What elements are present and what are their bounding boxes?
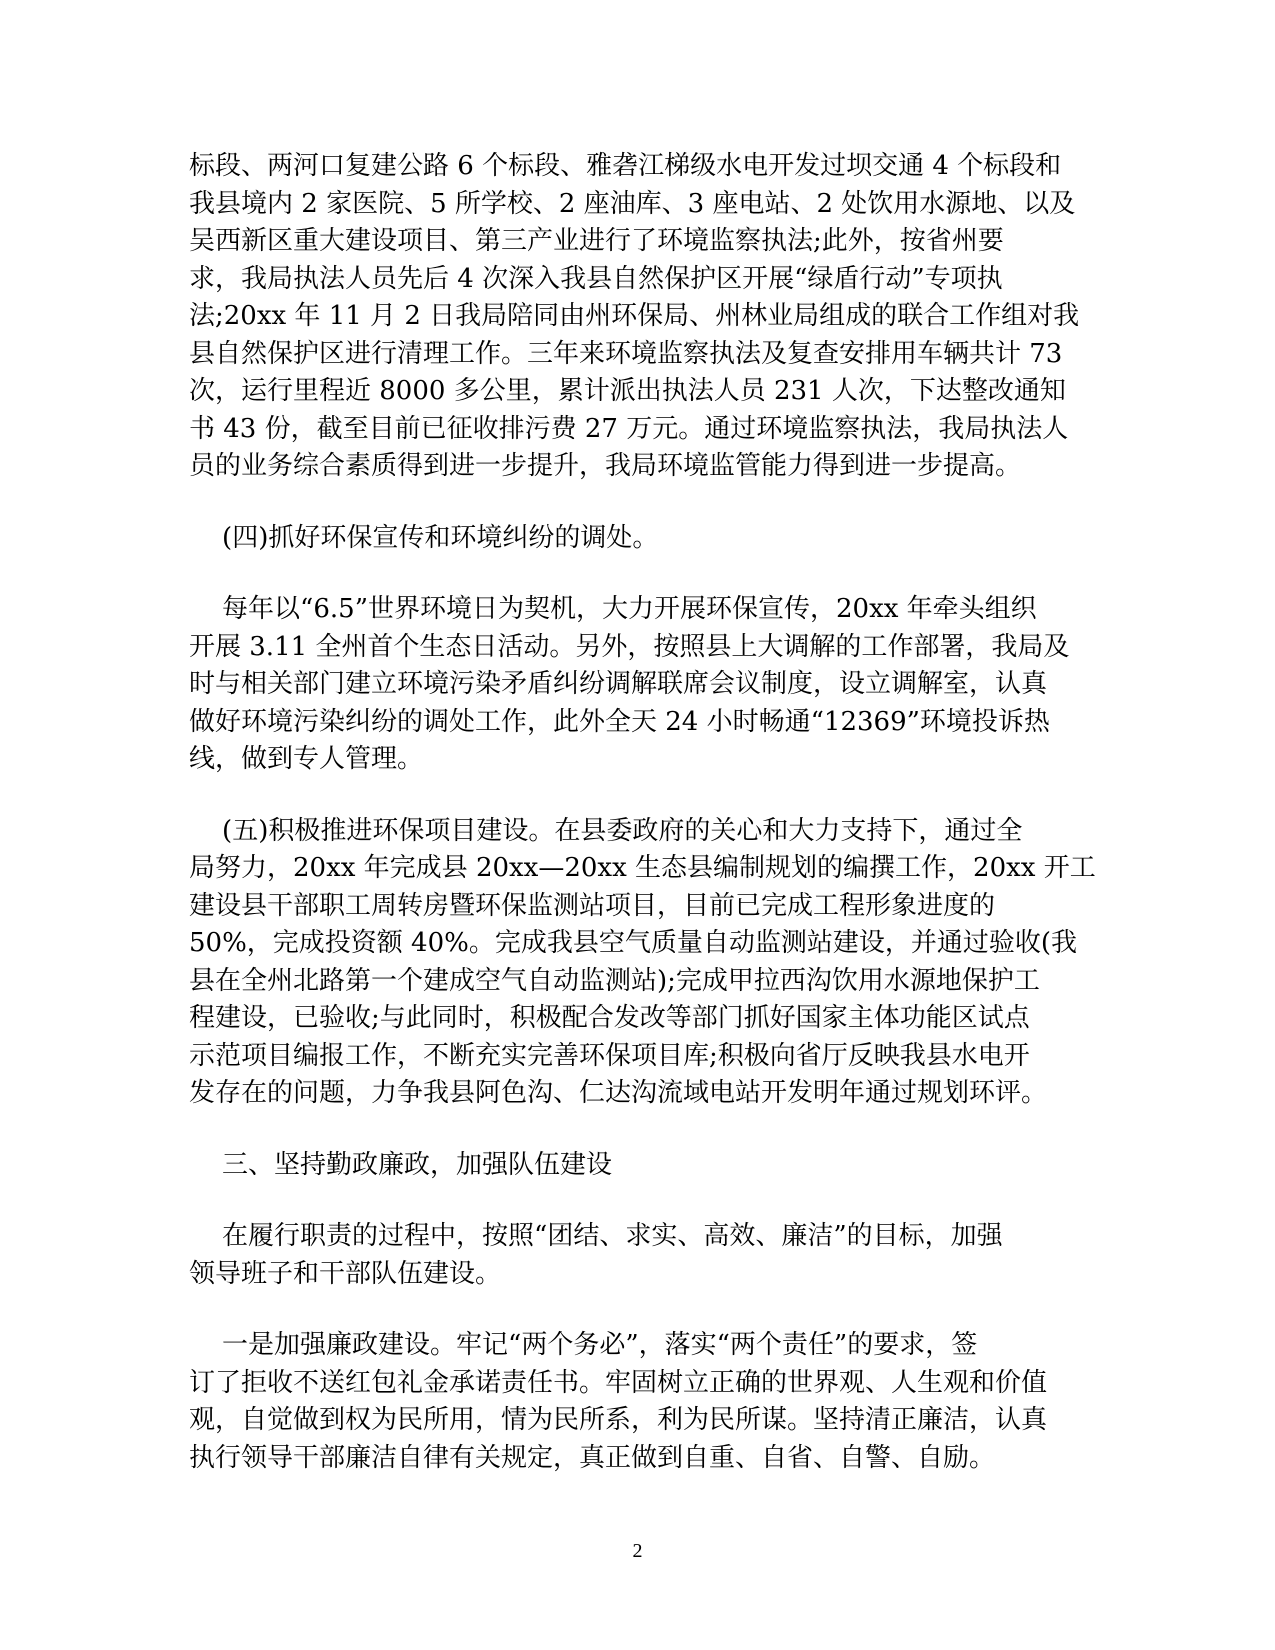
page-number: 2 <box>632 1540 643 1562</box>
document-body <box>189 148 1096 1511</box>
section-heading-integrity <box>189 1147 1089 1185</box>
text-line: 执行领导干部廉洁自律有关规定，真正做到自重、自省、自警、自励。 <box>189 1442 996 1473</box>
text-line: 示范项目编报工作，不断充实完善环保项目库;积极向省厅反映我县水电开 <box>189 1040 1030 1071</box>
text-line: (五)积极推进环保项目建设。在县委政府的关心和大力支持下，通过全 <box>189 815 1023 846</box>
text-line: 程建设，已验收;与此同时，积极配合发改等部门抓好国家主体功能区试点 <box>189 1003 1030 1033</box>
text-line: 员的业务综合素质得到进一步提升，我局环境监管能力得到进一步提高。 <box>189 451 1022 481</box>
text-line: 标段、两河口复建公路 6 个标段、雅砻江梯级水电开发过坝交通 4 个标段和 <box>189 151 1062 181</box>
text-line: 局努力，20xx 年完成县 20xx—20xx 生态县编制规划的编撰工作，20xx 开工 <box>189 853 1096 883</box>
text-line: 法;20xx 年 11 月 2 日我局陪同由州环保局、州林业局组成的联合工作组对我 <box>189 301 1080 331</box>
text-line: 发存在的问题，力争我县阿色沟、仁达沟流域电站开发明年通过规划环评。 <box>189 1078 1048 1108</box>
text-line: (四)抓好环保宣传和环境纠纷的调处。 <box>189 522 659 553</box>
text-line: 县在全州北路第一个建成空气自动监测站);完成甲拉西沟饮用水源地保护工 <box>189 965 1040 996</box>
text-line: 时与相关部门建立环境污染矛盾纠纷调解联席会议制度，设立调解室，认真 <box>189 669 1048 699</box>
paragraph-enforcement-summary <box>189 148 1089 486</box>
text-line: 每年以“6.5”世界环境日为契机，大力开展环保宣传，20xx 年牵头组织 <box>189 594 1037 624</box>
text-line: 领导班子和干部队伍建设。 <box>189 1258 502 1289</box>
text-line: 我县境内 2 家医院、5 所学校、2 座油库、3 座电站、2 处饮用水源地、以及 <box>189 188 1076 219</box>
section-heading-publicity <box>189 520 1089 558</box>
text-line: 一是加强廉政建设。牢记“两个务必”，落实“两个责任”的要求，签 <box>189 1330 978 1360</box>
text-line: 吴西新区重大建设项目、第三产业进行了环境监察执法;此外，按省州要 <box>189 226 1004 256</box>
text-line: 线，做到专人管理。 <box>189 744 424 774</box>
paragraph-team-building <box>189 1218 1089 1293</box>
text-line: 订了拒收不送红包礼金承诺责任书。牢固树立正确的世界观、人生观和价值 <box>189 1367 1048 1398</box>
paragraph-project-construction <box>189 813 1096 1113</box>
text-line: 做好环境污染纠纷的调处工作，此外全天 24 小时畅通“12369”环境投诉热 <box>189 706 1050 737</box>
paragraph-integrity-building <box>189 1327 1089 1477</box>
text-line: 观，自觉做到权为民所用，情为民所系，利为民所谋。坚持清正廉洁，认真 <box>189 1405 1048 1435</box>
text-line: 开展 3.11 全州首个生态日活动。另外，按照县上大调解的工作部署，我局及 <box>189 631 1070 662</box>
paragraph-publicity-disputes <box>189 591 1089 779</box>
text-line: 在履行职责的过程中，按照“团结、求实、高效、廉洁”的目标，加强 <box>189 1221 1003 1251</box>
text-line: 书 43 份，截至目前已征收排污费 27 万元。通过环境监察执法，我局执法人 <box>189 413 1069 444</box>
text-line: 县自然保护区进行清理工作。三年来环境监察执法及复查安排用车辆共计 73 <box>189 338 1063 369</box>
text-line: 次，运行里程近 8000 多公里，累计派出执法人员 231 人次，下达整改通知 <box>189 376 1066 406</box>
text-line: 50%，完成投资额 40%。完成我县空气质量自动监测站建设，并通过验收(我 <box>189 928 1077 958</box>
text-line: 建设县干部职工周转房暨环保监测站项目，目前已完成工程形象进度的 <box>189 890 996 921</box>
text-line: 三、坚持勤政廉政，加强队伍建设 <box>189 1149 613 1180</box>
text-line: 求，我局执法人员先后 4 次深入我县自然保护区开展“绿盾行动”专项执 <box>189 263 1003 294</box>
